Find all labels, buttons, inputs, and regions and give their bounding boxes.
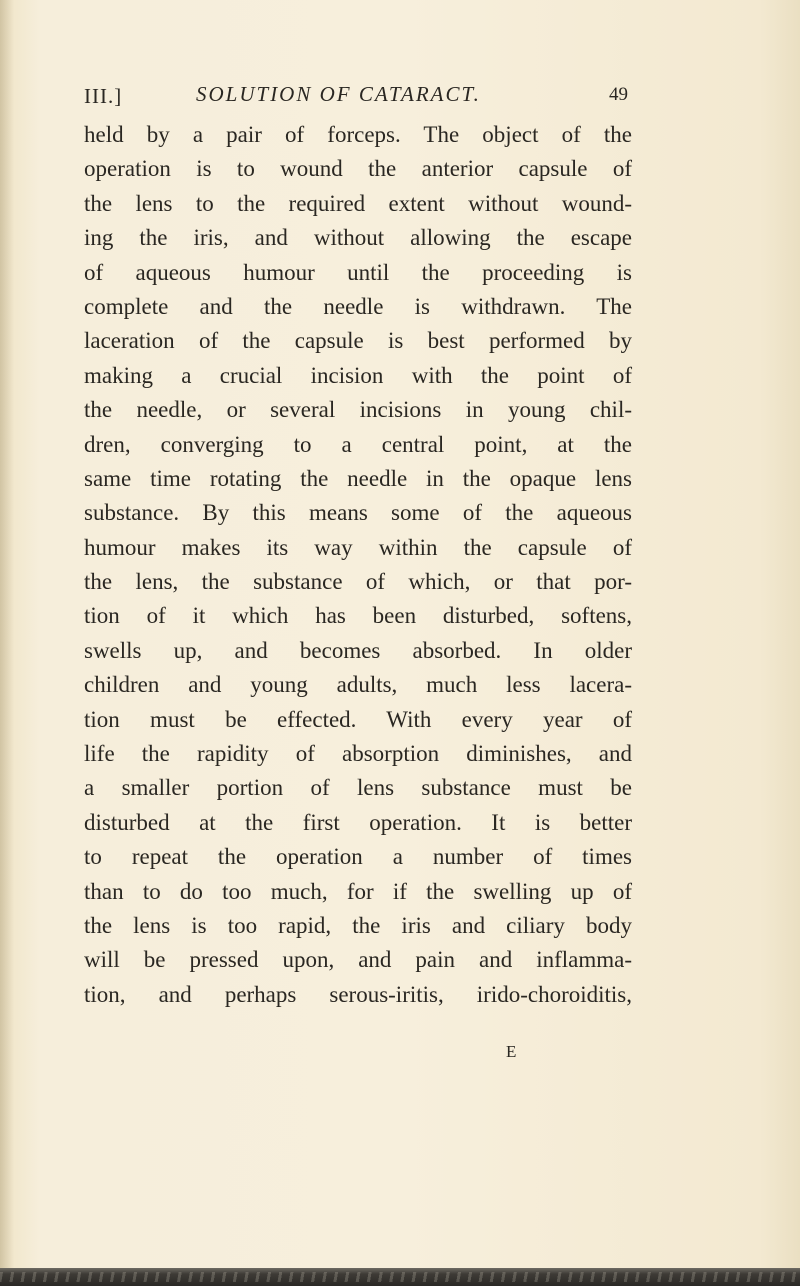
signature-mark: E xyxy=(506,1042,518,1061)
spine-shadow xyxy=(0,0,14,1286)
text-line: disturbed at the first operation. It is better xyxy=(84,809,632,835)
text-line: humour makes its way within the capsule of xyxy=(84,534,632,560)
text-line: the lens is too rapid, the iris and ciliary body xyxy=(84,912,632,938)
edge-texture xyxy=(0,1272,800,1282)
page-bottom-edge xyxy=(0,1268,800,1286)
text-line: the lens, the substance of which, or that por- xyxy=(84,569,632,595)
text-line: operation is to wound the anterior capsule of xyxy=(84,156,632,182)
text-line: the lens to the required extent without wound- xyxy=(84,190,632,216)
running-header xyxy=(84,80,628,110)
text-line: a smaller portion of lens substance must be xyxy=(84,775,632,801)
text-line: dren, converging to a central point, at the xyxy=(84,431,632,457)
text-line: swells up, and becomes absorbed. In older xyxy=(84,637,632,663)
text-line: making a crucial incision with the point of xyxy=(84,362,632,388)
text-line: held by a pair of forceps. The object of the xyxy=(84,122,632,147)
text-line: complete and the needle is withdrawn. The xyxy=(84,293,632,319)
running-title: SOLUTION OF CATARACT. xyxy=(196,82,481,106)
text-line: the needle, or several incisions in young chil- xyxy=(84,397,632,423)
chapter-number: III.] xyxy=(84,84,123,108)
text-line: same time rotating the needle in the opaque lens xyxy=(84,465,632,491)
text-line: life the rapidity of absorption diminishes, and xyxy=(84,741,632,767)
text-line: laceration of the capsule is best performed by xyxy=(84,328,632,354)
body-text xyxy=(84,118,632,1012)
text-line: will be pressed upon, and pain and inflamma- xyxy=(84,947,632,973)
page-number: 49 xyxy=(609,84,628,105)
text-line: tion must be effected. With every year of xyxy=(84,706,632,732)
text-line: than to do too much, for if the swelling up of xyxy=(84,878,632,904)
text-line: tion of it which has been disturbed, softens, xyxy=(84,603,632,629)
text-line: to repeat the operation a number of times xyxy=(84,844,632,870)
text-line: tion, and perhaps serous-iritis, irido-choroiditis, xyxy=(84,981,632,1007)
text-line: children and young adults, much less lacera- xyxy=(84,672,632,698)
text-line: of aqueous humour until the proceeding is xyxy=(84,259,632,285)
text-line: ing the iris, and without allowing the escape xyxy=(84,225,632,251)
text-line: substance. By this means some of the aqueous xyxy=(84,500,632,526)
